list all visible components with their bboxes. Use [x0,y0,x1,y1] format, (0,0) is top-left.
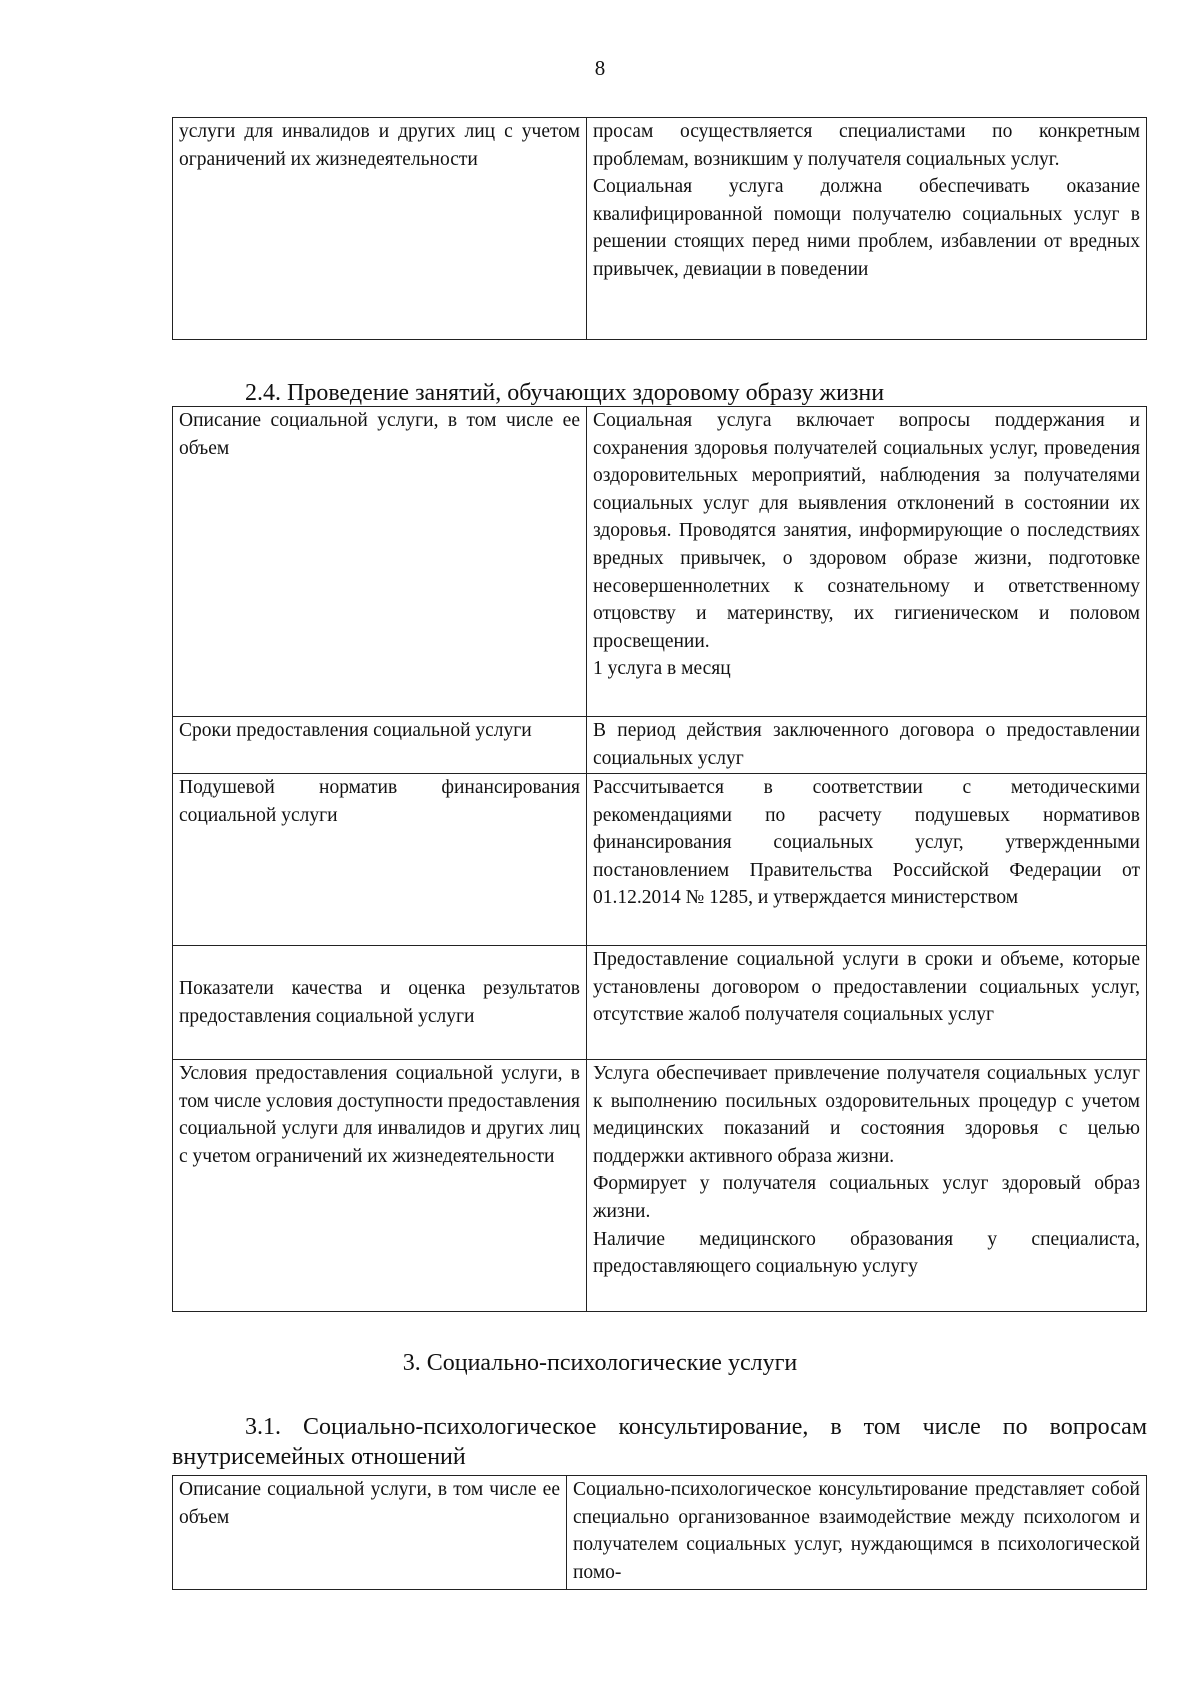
row-label: Подушевой норматив финансирования социальной услуги [173,774,587,946]
row-label: Сроки предоставления социальной услуги [173,717,587,774]
table-top [172,117,1147,340]
row-paragraph: Формирует у получателя социальных услуг здоровый образ жизни. [593,1173,1140,1222]
row-label: Описание социальной услуги, в том числе ее объем [173,407,587,717]
table-row [173,946,1147,1060]
table-row [173,407,1147,717]
table-row [173,118,1147,340]
row-value [587,774,1147,946]
row-value [587,407,1147,717]
row-paragraph: Социально-психологическое консультирование представляет собой специально организованное взаимодействие между психологом и получателем социальных услуг, нуждающимся в психологической помо- [573,1479,1140,1583]
row-value [587,118,1147,340]
table-section-2-4 [172,406,1147,1312]
row-paragraph: Социальная услуга включает вопросы поддержания и сохранения здоровья получателей социальных услуг, проведения оздоровительных мероприятий, наблюдения за получателями социальных услуг для выявления отклонений в состоянии их здоровья. Проводятся занятия, информирующие о последствиях вредных привычек, о здоровом образе жизни, подготовке несовершеннолетних к сознательному и ответственному отцовству и материнству, их гигиеническом и половом просвещении. [593,410,1140,652]
row-paragraph: 1 услуга в месяц [593,658,731,680]
row-paragraph: Предоставление социальной услуги в сроки и объеме, которые установлены договором о предоставлении социальных услуг, отсутствие жалоб получателя социальных услуг [593,949,1140,1026]
row-value [587,946,1147,1060]
row-label: услуги для инвалидов и других лиц с учетом ограничений их жизнедеятельности [173,118,587,340]
row-paragraph: Социальная услуга должна обеспечивать оказание квалифицированной помощи получателю социальных услуг в решении стоящих перед ними проблем, избавлении от вредных привычек, девиации в поведении [593,176,1140,280]
row-label: Описание социальной услуги, в том числе ее объем [173,1476,567,1590]
section-3-heading: 3. Социально-психологические услуги [402,1350,798,1376]
row-value [587,717,1147,774]
row-value [587,1060,1147,1312]
section-2-4-heading: 2.4. Проведение занятий, обучающих здоровому образу жизни [245,380,885,406]
row-paragraph: Услуга обеспечивает привлечение получателя социальных услуг к выполнению посильных оздоровительных процедур с учетом медицинских показаний и состояния здоровья с целью поддержки активного образа жизни. [593,1063,1140,1167]
row-paragraph: Рассчитывается в соответствии с методическими рекомендациями по расчету подушевых нормативов финансирования социальных услуг, утвержденными постановлением Правительства Российской Федерации от 01.12.2014 № 1285, и утверждается министерством [593,777,1140,909]
table-row [173,1476,1147,1590]
page-number: 8 [594,56,606,80]
section-3-1-heading: 3.1. Социально-психологическое консультирование, в том числе по вопросам внутрисемейных отношений [172,1414,1147,1470]
table-row [173,774,1147,946]
table-row [173,717,1147,774]
table-row [173,1060,1147,1312]
row-label: Показатели качества и оценка результатов предоставления социальной услуги [173,946,587,1060]
row-paragraph: В период действия заключенного договора о предоставлении социальных услуг [593,720,1140,769]
row-label: Условия предоставления социальной услуги, в том числе условия доступности предоставления социальной услуги для инвалидов и других лиц с учетом ограничений их жизнедеятельности [173,1060,587,1312]
row-paragraph: просам осуществляется специалистами по конкретным проблемам, возникшим у получателя социальных услуг. [593,121,1140,170]
row-value [567,1476,1147,1590]
row-paragraph: Наличие медицинского образования у специалиста, предоставляющего социальную услугу [593,1228,1140,1278]
table-section-3-1 [172,1475,1147,1590]
